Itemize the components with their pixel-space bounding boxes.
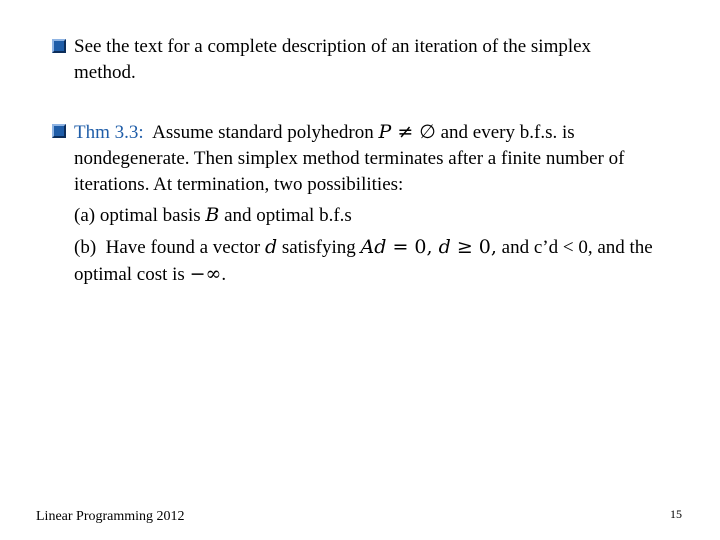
- theorem-line-1-text: Assume standard polyhedron: [143, 122, 379, 143]
- math-Ad: Ad: [360, 236, 387, 258]
- footer-course-title: Linear Programming 2012: [36, 509, 185, 524]
- theorem-text: [74, 119, 653, 288]
- math-d: d: [264, 236, 278, 258]
- math-d-2: d: [438, 236, 451, 258]
- square-bullet-icon: [52, 124, 66, 138]
- theorem-line-1: [74, 119, 653, 146]
- optimal-cost-end: .: [221, 264, 227, 285]
- case-b-text: (b) Have found a vector: [74, 237, 265, 258]
- math-P: P: [378, 121, 392, 143]
- bullet-1-line-2: method.: [74, 62, 136, 83]
- theorem-line-6: [74, 261, 653, 288]
- bullet-1-text: [74, 34, 591, 86]
- theorem-line-3: iterations. At termination, two possibilities:: [74, 174, 404, 195]
- theorem-line-4: [74, 202, 653, 229]
- theorem-line-1-end: and every b.f.s. is: [435, 122, 575, 143]
- math-neq-empty: ≠ ∅: [391, 121, 436, 143]
- case-b-satisfying: satisfying: [277, 237, 361, 258]
- case-a-text: (a) optimal basis: [74, 205, 206, 226]
- math-geq-zero: ≥ 0,: [450, 236, 497, 258]
- math-B: B: [205, 204, 220, 226]
- math-neg-infinity: −∞: [189, 263, 222, 285]
- square-bullet-icon: [52, 39, 66, 53]
- bullet-1-line-1: See the text for a complete description of an iteration of the simplex: [74, 36, 592, 57]
- case-a-end: and optimal b.f.s: [219, 205, 352, 226]
- math-eq-zero: = 0,: [386, 236, 439, 258]
- theorem-label: Thm 3.3:: [74, 122, 144, 143]
- theorem-line-5: [74, 234, 653, 261]
- page-number: 15: [670, 507, 682, 521]
- optimal-cost-text: optimal cost is: [74, 264, 190, 285]
- case-b-end: and c’d < 0, and the: [496, 237, 653, 258]
- theorem-line-2: nondegenerate. Then simplex method terminates after a finite number of: [74, 148, 625, 169]
